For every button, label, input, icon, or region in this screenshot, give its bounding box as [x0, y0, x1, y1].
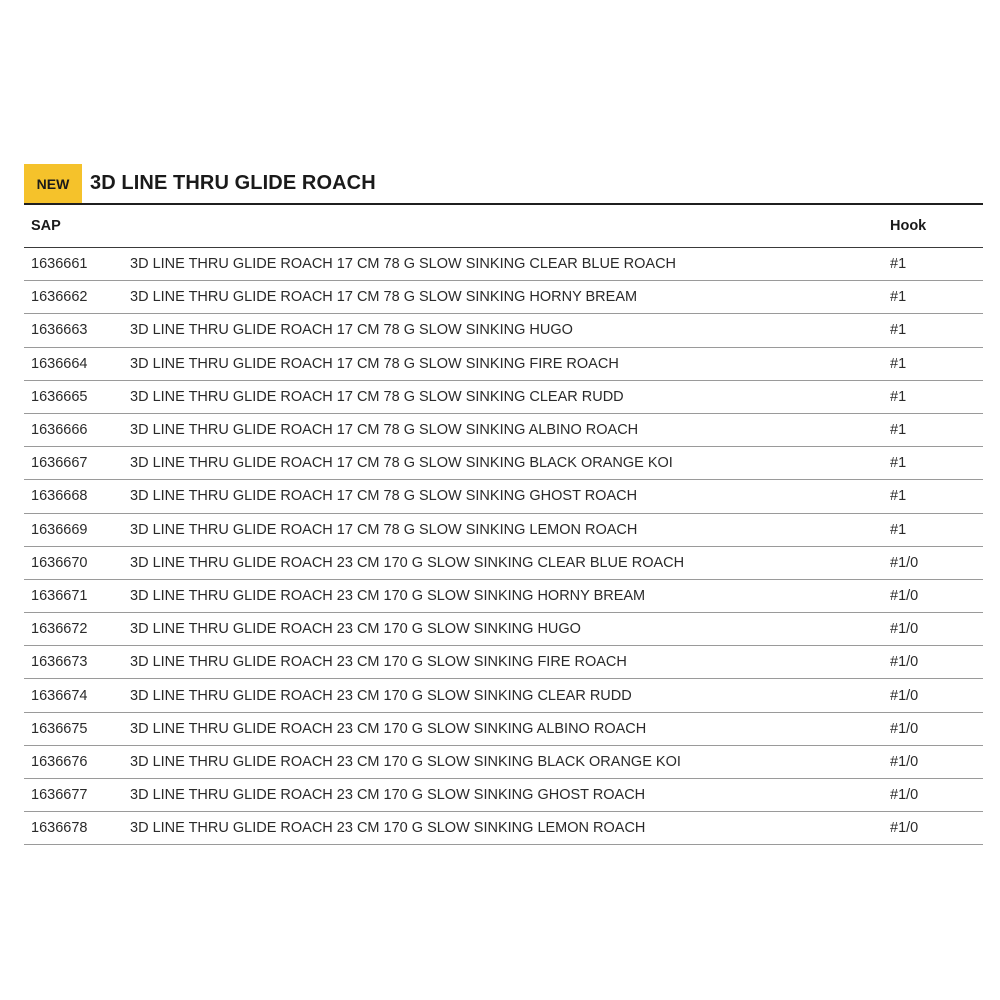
hook-cell: #1/0: [890, 687, 919, 704]
sap-cell: 1636674: [31, 687, 88, 704]
hook-cell: #1/0: [890, 720, 919, 737]
sap-cell: 1636666: [31, 422, 88, 439]
sap-cell: 1636673: [31, 654, 88, 671]
hook-cell: #1: [890, 521, 907, 538]
page-title: 3D LINE THRU GLIDE ROACH: [90, 172, 376, 194]
description-cell: 3D LINE THRU GLIDE ROACH 23 CM 170 G SLOW SINKING HUGO: [130, 621, 581, 638]
hook-cell: #1: [890, 488, 907, 505]
sap-cell: 1636669: [31, 521, 88, 538]
description-cell: 3D LINE THRU GLIDE ROACH 23 CM 170 G SLOW SINKING HORNY BREAM: [130, 587, 646, 604]
description-cell: 3D LINE THRU GLIDE ROACH 23 CM 170 G SLOW SINKING FIRE ROACH: [130, 654, 627, 671]
description-cell: 3D LINE THRU GLIDE ROACH 23 CM 170 G SLOW SINKING LEMON ROACH: [130, 820, 646, 837]
sap-cell: 1636678: [31, 820, 88, 837]
hook-cell: #1/0: [890, 654, 919, 671]
description-cell: 3D LINE THRU GLIDE ROACH 17 CM 78 G SLOW SINKING GHOST ROACH: [130, 488, 638, 505]
table-row: [24, 746, 983, 779]
description-cell: 3D LINE THRU GLIDE ROACH 17 CM 78 G SLOW SINKING CLEAR RUDD: [130, 388, 624, 405]
description-cell: 3D LINE THRU GLIDE ROACH 23 CM 170 G SLOW SINKING CLEAR RUDD: [130, 687, 632, 704]
sap-cell: 1636671: [31, 587, 88, 604]
sap-cell: 1636662: [31, 289, 88, 306]
description-cell: 3D LINE THRU GLIDE ROACH 17 CM 78 G SLOW SINKING CLEAR BLUE ROACH: [130, 256, 677, 273]
hook-cell: #1/0: [890, 787, 919, 804]
table-row: [24, 779, 983, 812]
hook-cell: #1: [890, 455, 907, 472]
table-row: [24, 580, 983, 613]
description-cell: 3D LINE THRU GLIDE ROACH 17 CM 78 G SLOW SINKING HUGO: [130, 322, 573, 339]
hook-cell: #1: [890, 289, 907, 306]
description-cell: 3D LINE THRU GLIDE ROACH 23 CM 170 G SLOW SINKING BLACK ORANGE KOI: [130, 753, 681, 770]
sap-cell: 1636670: [31, 554, 88, 571]
hook-cell: #1: [890, 422, 907, 439]
sap-cell: 1636661: [31, 256, 88, 273]
description-cell: 3D LINE THRU GLIDE ROACH 17 CM 78 G SLOW SINKING HORNY BREAM: [130, 289, 638, 306]
sap-cell: 1636677: [31, 787, 88, 804]
table-row: [24, 812, 983, 845]
sap-cell: 1636672: [31, 621, 88, 638]
description-cell: 3D LINE THRU GLIDE ROACH 23 CM 170 G SLOW SINKING GHOST ROACH: [130, 787, 646, 804]
table-row: [24, 514, 983, 547]
table-row: [24, 679, 983, 712]
column-header-hook: Hook: [890, 218, 927, 234]
new-badge: NEW: [24, 164, 82, 203]
table-body: [24, 248, 983, 845]
sap-cell: 1636663: [31, 322, 88, 339]
table-row: [24, 713, 983, 746]
table-row: [24, 447, 983, 480]
hook-cell: #1/0: [890, 621, 919, 638]
sap-cell: 1636665: [31, 388, 88, 405]
description-cell: 3D LINE THRU GLIDE ROACH 17 CM 78 G SLOW SINKING BLACK ORANGE KOI: [130, 455, 673, 472]
sap-cell: 1636676: [31, 753, 88, 770]
table-header: [24, 205, 983, 248]
table-row: [24, 613, 983, 646]
description-cell: 3D LINE THRU GLIDE ROACH 17 CM 78 G SLOW SINKING FIRE ROACH: [130, 355, 619, 372]
hook-cell: #1: [890, 388, 907, 405]
description-cell: 3D LINE THRU GLIDE ROACH 23 CM 170 G SLOW SINKING CLEAR BLUE ROACH: [130, 554, 685, 571]
table-row: [24, 348, 983, 381]
hook-cell: #1/0: [890, 753, 919, 770]
table-row: [24, 480, 983, 513]
sap-cell: 1636667: [31, 455, 88, 472]
table-row: [24, 646, 983, 679]
table-row: [24, 414, 983, 447]
column-header-sap: SAP: [31, 218, 61, 234]
table-row: [24, 381, 983, 414]
table-row: [24, 248, 983, 281]
hook-cell: #1: [890, 355, 907, 372]
sap-cell: 1636675: [31, 720, 88, 737]
hook-cell: #1/0: [890, 554, 919, 571]
hook-cell: #1/0: [890, 587, 919, 604]
table-row: [24, 547, 983, 580]
title-row: [24, 164, 983, 203]
description-cell: 3D LINE THRU GLIDE ROACH 23 CM 170 G SLOW SINKING ALBINO ROACH: [130, 720, 647, 737]
sap-cell: 1636668: [31, 488, 88, 505]
hook-cell: #1/0: [890, 820, 919, 837]
sap-cell: 1636664: [31, 355, 88, 372]
description-cell: 3D LINE THRU GLIDE ROACH 17 CM 78 G SLOW SINKING LEMON ROACH: [130, 521, 638, 538]
description-cell: 3D LINE THRU GLIDE ROACH 17 CM 78 G SLOW SINKING ALBINO ROACH: [130, 422, 639, 439]
hook-cell: #1: [890, 322, 907, 339]
product-table-sheet: [24, 164, 983, 845]
table-row: [24, 281, 983, 314]
hook-cell: #1: [890, 256, 907, 273]
table-row: [24, 314, 983, 347]
